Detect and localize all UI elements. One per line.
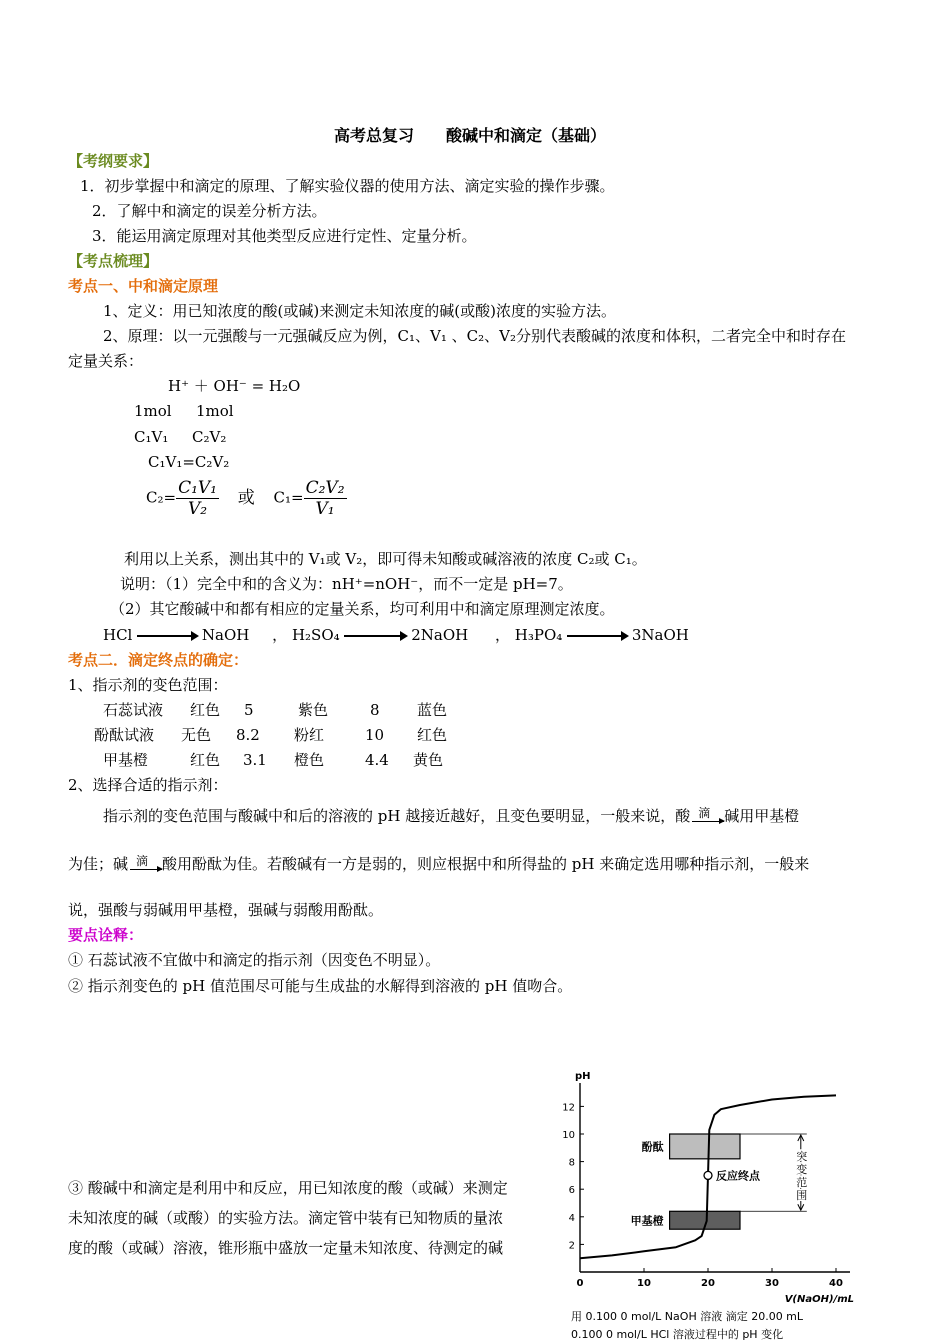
jump-range-label: 范 [796, 1176, 808, 1189]
choose-text-2b: 酸用酚酞为佳。若酸碱有一方是弱的，则应根据中和所得盐的 pH 来确定选用哪种指示剂，一般来 [162, 855, 810, 873]
outline-item-2: 2．了解中和滴定的误差分析方法。 [92, 202, 327, 220]
y-tick-label: 6 [568, 1185, 575, 1197]
reaction-equation: H⁺ ＋ OH⁻ = H₂O [168, 377, 301, 395]
cv-acid: C₁V₁ [134, 428, 169, 446]
cv-base: C₂V₂ [192, 428, 227, 446]
point2-heading: 考点二．滴定终点的确定： [68, 651, 249, 669]
indicator-name: 甲基橙 [103, 751, 149, 769]
indicator-color: 黄色 [413, 751, 444, 769]
indicator-color: 红色 [417, 726, 448, 744]
x-tick-label: 30 [765, 1278, 779, 1289]
drip-arrow-icon: 滴 [128, 855, 162, 875]
key-point-1: ① 石蕊试液不宜做中和滴定的指示剂（因变色不明显）。 [68, 951, 441, 969]
indicator-ph: 5 [244, 701, 254, 719]
y-tick-label: 2 [568, 1240, 575, 1252]
indicator-ph: 8.2 [236, 726, 260, 744]
mol-acid: 1mol [134, 402, 172, 420]
principle-text-cont: 定量关系： [68, 352, 144, 370]
indicator-color: 红色 [190, 701, 221, 719]
choose-text-2a: 为佳；碱 [68, 855, 129, 873]
y-tick-label: 8 [568, 1157, 575, 1169]
rxn-3naoh: 3NaOH [631, 626, 689, 644]
choose-title: 2、选择合适的指示剂： [68, 776, 228, 794]
jump-range-label: 变 [796, 1163, 808, 1176]
indicator-ph: 4.4 [365, 751, 389, 769]
chart-caption: 用 0.100 0 mol/L NaOH 溶液 滴定 20.00 mL [571, 1310, 804, 1323]
rxn-sep: ， [494, 626, 510, 644]
key-point-3-line-3: 度的酸（或碱）溶液，锥形瓶中盛放一定量未知浓度、待测定的碱 [68, 1239, 504, 1257]
choose-text-2 [68, 854, 809, 875]
indicator-ph: 8 [370, 701, 380, 719]
key-point-2: ② 指示剂变色的 pH 值范围尽可能与生成盐的水解得到溶液的 pH 值吻合。 [68, 977, 573, 995]
formula-or: 或 [237, 487, 255, 508]
outline-heading: 【考纲要求】 [68, 152, 159, 170]
point1-heading: 考点一、中和滴定原理 [68, 277, 219, 295]
indicator-name: 酚酞试液 [94, 726, 155, 744]
rxn-2naoh: 2NaOH [411, 626, 469, 644]
indicator-color: 红色 [190, 751, 221, 769]
choose-text-1a: 指示剂的变色范围与酸碱中和后的溶液的 pH 越接近越好，且变色要明显，一般来说，酸 [103, 807, 691, 825]
definition-text: 1、定义：用已知浓度的酸(或碱)来测定未知浓度的碱(或酸)浓度的实验方法。 [103, 302, 616, 320]
indicator-range-title: 1、指示剂的变色范围： [68, 676, 228, 694]
indicator-name: 石蕊试液 [103, 701, 164, 719]
rxn-sep: ， [272, 626, 288, 644]
indicator-color: 蓝色 [417, 701, 448, 719]
mol-base: 1mol [196, 402, 234, 420]
indicator-ph: 10 [365, 726, 385, 744]
rxn-h3po4: H₃PO₄ [514, 626, 563, 644]
indicator-color: 粉红 [294, 726, 325, 744]
titration-curve-chart [555, 1065, 885, 1344]
x-axis-label: V(NaOH)/mL [784, 1294, 854, 1305]
rxn-naoh: NaOH [201, 626, 250, 644]
arrow-icon [137, 635, 197, 637]
drip-arrow-icon: 滴 [690, 807, 724, 827]
use-text: 利用以上关系，测出其中的 V₁或 V₂，即可得未知酸或碱溶液的浓度 C₂或 C₁。 [124, 550, 647, 568]
formula-c2-lhs: C₂= [146, 488, 177, 507]
choose-text-1 [103, 806, 799, 827]
rxn-hcl: HCl [103, 626, 133, 644]
x-tick-label: 0 [576, 1278, 584, 1289]
formula-c1-fraction: $\frac{\text{C₂V₂}}{\text{V₁}}$ [305, 478, 345, 519]
phenolphthalein-band [670, 1134, 740, 1159]
formula-block [146, 478, 347, 519]
principle-text: 2、原理：以一元强酸与一元强碱反应为例，C₁、V₁ 、C₂、V₂分别代表酸碱的浓度和体积，二者完全中和时存在 [103, 327, 846, 345]
y-tick-label: 10 [562, 1130, 575, 1141]
note-2: （2）其它酸碱中和都有相应的定量关系，均可利用中和滴定原理测定浓度。 [110, 600, 615, 618]
y-axis-label: pH [575, 1071, 591, 1082]
reaction-ratios [103, 625, 689, 645]
indicator-ph: 3.1 [243, 751, 267, 769]
jump-range-label: 围 [796, 1189, 808, 1202]
rxn-h2so4: H₂SO₄ [291, 626, 340, 644]
y-tick-label: 4 [568, 1212, 575, 1224]
choose-text-1b: 碱用甲基橙 [724, 807, 800, 825]
x-tick-label: 20 [701, 1278, 715, 1289]
jump-range-label: 突 [796, 1150, 808, 1163]
page-title: 高考总复习 酸碱中和滴定（基础） [334, 126, 607, 145]
x-tick-label: 40 [829, 1278, 843, 1289]
band-label: 甲基橙 [630, 1214, 664, 1228]
indicator-color: 无色 [181, 726, 212, 744]
indicator-color: 橙色 [294, 751, 325, 769]
endpoint-marker [704, 1171, 712, 1179]
arrow-icon [567, 635, 627, 637]
formula-c2-fraction: $\frac{\text{C₁V₁}}{\text{V₂}}$ [178, 478, 217, 519]
arrow-icon [344, 635, 406, 637]
indicator-color: 紫色 [298, 701, 329, 719]
points-heading: 【考点梳理】 [68, 252, 159, 270]
outline-item-1: 1．初步掌握中和滴定的原理、了解实验仪器的使用方法、滴定实验的操作步骤。 [80, 177, 615, 195]
y-tick-label: 12 [562, 1102, 575, 1114]
formula-c1-lhs: C₁= [273, 488, 304, 507]
outline-item-3: 3．能运用滴定原理对其他类型反应进行定性、定量分析。 [92, 227, 477, 245]
key-heading: 要点诠释： [68, 926, 144, 944]
key-point-3-line-1: ③ 酸碱中和滴定是利用中和反应，用已知浓度的酸（或碱）来测定 [68, 1179, 508, 1197]
key-point-3-line-2: 未知浓度的碱（或酸）的实验方法。滴定管中装有已知物质的量浓 [68, 1209, 504, 1227]
choose-text-3: 说，强酸与弱碱用甲基橙，强碱与弱酸用酚酞。 [68, 901, 384, 919]
band-label: 酚酞 [641, 1140, 664, 1154]
chart-caption: 0.100 0 mol/L HCl 溶液过程中的 pH 变化 [571, 1328, 784, 1341]
x-tick-label: 10 [637, 1278, 651, 1289]
note-1: 说明：（1）完全中和的含义为：nH⁺=nOH⁻，而不一定是 pH=7。 [120, 575, 573, 593]
endpoint-label: 反应终点 [716, 1169, 760, 1183]
cv-equation: C₁V₁=C₂V₂ [148, 453, 230, 471]
